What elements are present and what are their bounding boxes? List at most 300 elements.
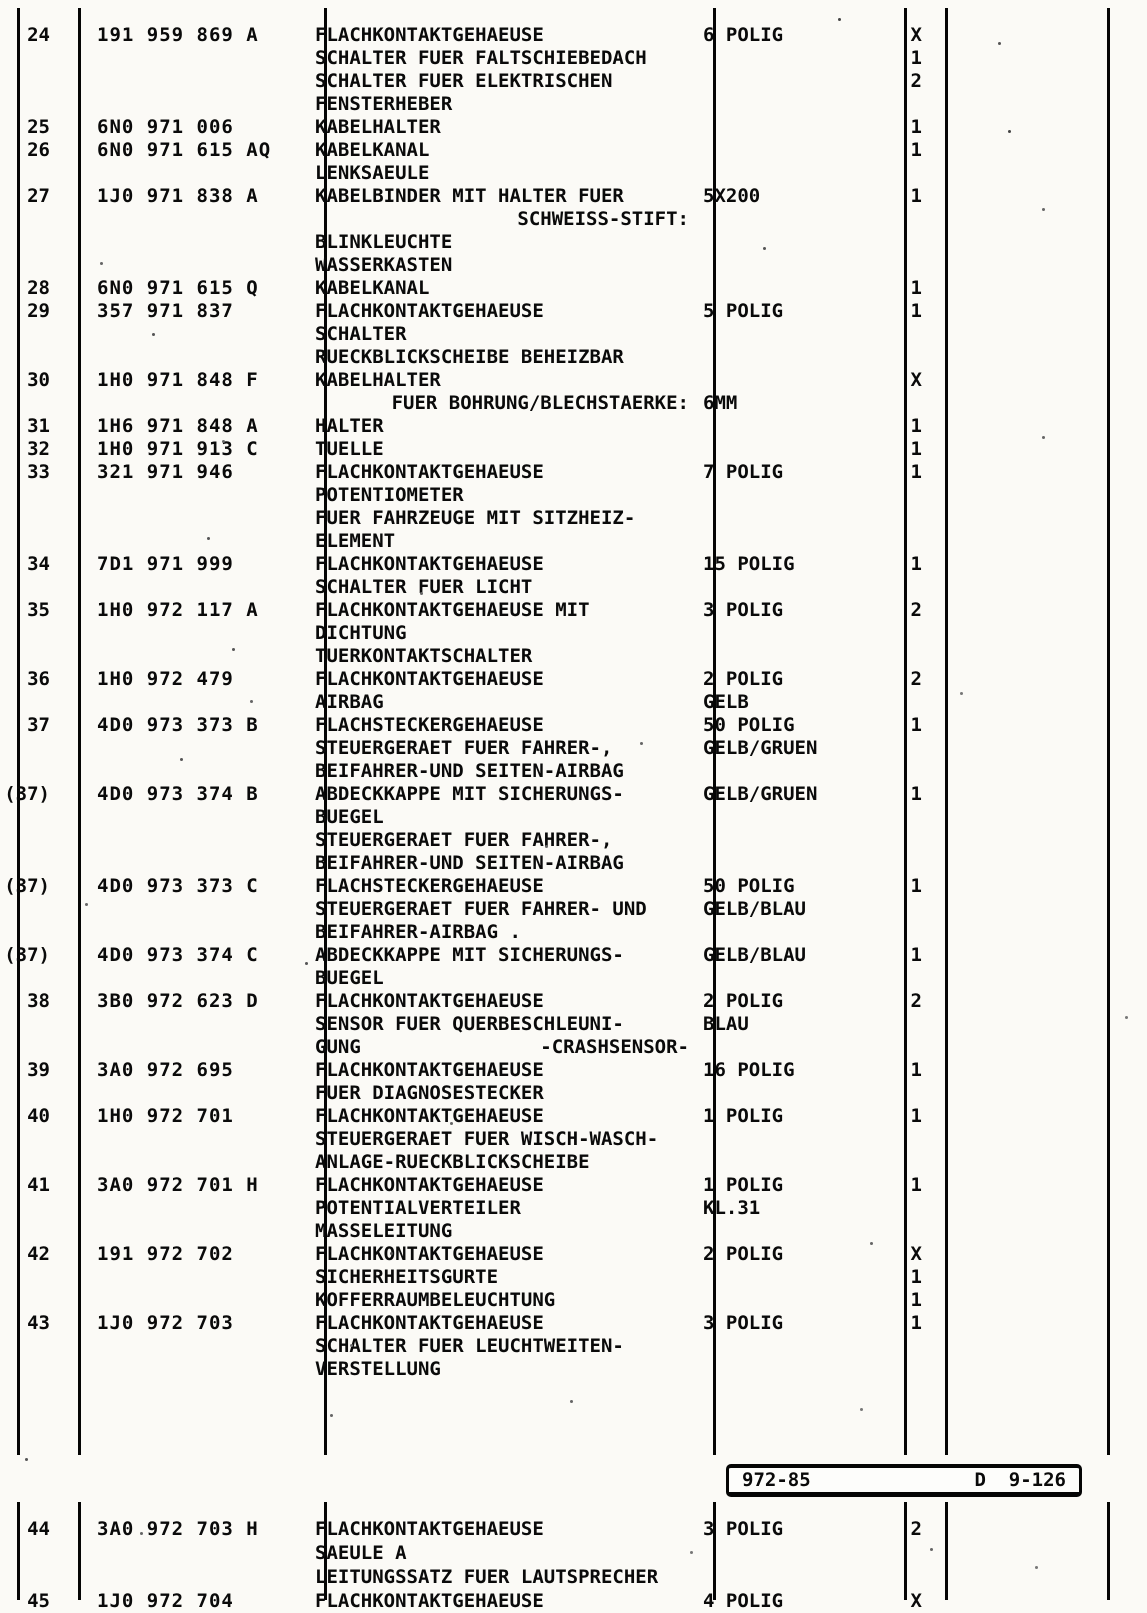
table-row (0, 530, 1147, 553)
table-row (0, 277, 1147, 300)
remark-cell (928, 208, 1147, 231)
quantity-value: X (910, 369, 922, 391)
spec-value (696, 507, 887, 530)
part-number: 4D0 973 373 C (97, 875, 259, 897)
description: FUER BOHRUNG/BLECHSTAERKE: (391, 392, 689, 414)
remark-cell (928, 783, 1147, 806)
table-row (0, 1541, 1147, 1565)
description-cell (307, 691, 696, 714)
quantity-value: X (910, 1243, 922, 1265)
description-cell (307, 185, 696, 208)
table-row (0, 162, 1147, 185)
table-row (0, 990, 1147, 1013)
pos-number (0, 760, 61, 783)
part-number: 4D0 973 374 C (97, 944, 259, 966)
part-number: 1H0 971 913 C (97, 438, 259, 460)
part-number: 1H0 972 479 (97, 668, 234, 690)
quantity-value: 1 (910, 185, 922, 207)
description-cell (307, 875, 696, 898)
description: HALTER (315, 415, 384, 437)
description-cell (307, 461, 696, 484)
quantity-value: 2 (910, 70, 922, 92)
quantity-value: 2 (910, 668, 922, 690)
remark-cell (928, 277, 1147, 300)
description: FLACHKONTAKTGEHAEUSE (315, 990, 544, 1012)
remark-cell (928, 24, 1147, 47)
quantity-value (887, 208, 928, 231)
table-row (0, 1174, 1147, 1197)
table-row (0, 415, 1147, 438)
remark-cell (928, 645, 1147, 668)
parts-table-lower (0, 1502, 1147, 1612)
remark-cell (928, 1589, 1147, 1613)
description-cell (307, 1289, 696, 1312)
quantity-value (887, 576, 928, 599)
description-cell (307, 829, 696, 852)
table-row (0, 231, 1147, 254)
table-row (0, 484, 1147, 507)
description: DICHTUNG (315, 622, 407, 644)
part-number (61, 1541, 307, 1565)
remark-cell (928, 1266, 1147, 1289)
part-number (61, 622, 307, 645)
description-cell (307, 254, 696, 277)
pos-number (0, 346, 61, 369)
spec-value: KL.31 (703, 1197, 761, 1219)
pos-number: 36 (27, 668, 50, 690)
remark-cell (928, 1541, 1147, 1565)
remark-cell (928, 967, 1147, 990)
spec-value (696, 1289, 887, 1312)
description-cell (307, 1197, 696, 1220)
spec-value: GELB/GRUEN (703, 737, 818, 759)
description: BEIFAHRER-UND SEITEN-AIRBAG (315, 760, 624, 782)
part-number (61, 967, 307, 990)
quantity-value (887, 737, 928, 760)
part-number (61, 760, 307, 783)
spec-value (696, 967, 887, 990)
pos-number: 40 (27, 1105, 50, 1127)
part-number: 191 959 869 A (97, 24, 259, 46)
remark-cell (928, 116, 1147, 139)
description: KABELHALTER (315, 369, 441, 391)
description: KOFFERRAUMBELEUCHTUNG (315, 1289, 556, 1311)
spec-value (696, 576, 887, 599)
quantity-value (887, 484, 928, 507)
part-number (61, 1289, 307, 1312)
pos-number (0, 392, 61, 415)
table-row (0, 1197, 1147, 1220)
pos-number: 26 (27, 139, 50, 161)
description-cell (307, 1312, 696, 1335)
spec-value (696, 1335, 887, 1358)
remark-cell (928, 576, 1147, 599)
table-row (0, 1220, 1147, 1243)
remark-cell (928, 139, 1147, 162)
part-number (61, 737, 307, 760)
spec-value: 2 POLIG (703, 668, 784, 690)
remark-cell (928, 553, 1147, 576)
part-number: 357 971 837 (97, 300, 234, 322)
description: FLACHSTECKERGEHAEUSE (315, 714, 544, 736)
spec-value (696, 1128, 887, 1151)
description: AIRBAG (315, 691, 384, 713)
remark-cell (928, 599, 1147, 622)
part-number: 6N0 971 615 Q (97, 277, 259, 299)
description-cell (307, 1358, 696, 1381)
pos-number (0, 806, 61, 829)
spec-value (696, 622, 887, 645)
description: RUECKBLICKSCHEIBE BEHEIZBAR (315, 346, 624, 368)
remark-cell (928, 1197, 1147, 1220)
description: SCHWEISS-STIFT: (517, 208, 689, 230)
remark-cell (928, 944, 1147, 967)
description: BEIFAHRER-UND SEITEN-AIRBAG (315, 852, 624, 874)
pos-number: 42 (27, 1243, 50, 1265)
remark-cell (928, 300, 1147, 323)
description: SCHALTER FUER LEUCHTWEITEN- (315, 1335, 624, 1357)
remark-cell (928, 990, 1147, 1013)
quantity-value: 1 (910, 1266, 922, 1288)
description: BEIFAHRER-AIRBAG . (315, 921, 521, 943)
spec-value (696, 484, 887, 507)
table-row (0, 760, 1147, 783)
description-cell (307, 300, 696, 323)
quantity-value (887, 1220, 928, 1243)
pos-number (0, 530, 61, 553)
description: GUNG (315, 1036, 361, 1058)
pos-number (0, 1266, 61, 1289)
description: FLACHKONTAKTGEHAEUSE (315, 1059, 544, 1081)
description: WASSERKASTEN (315, 254, 453, 276)
remark-cell (928, 1335, 1147, 1358)
pos-number: 41 (27, 1174, 50, 1196)
description-cell (307, 438, 696, 461)
description-cell (307, 1589, 696, 1613)
table-row (0, 1565, 1147, 1589)
spec-value: 3 POLIG (703, 599, 784, 621)
quantity-value: X (910, 24, 922, 46)
description: TUERKONTAKTSCHALTER (315, 645, 533, 667)
quantity-value: 1 (910, 1312, 922, 1334)
pos-number (0, 1036, 61, 1059)
description: BUEGEL (315, 967, 384, 989)
part-number: 3A0 972 703 H (97, 1518, 259, 1540)
spec-value (696, 829, 887, 852)
table-row (0, 737, 1147, 760)
part-number: 1J0 971 838 A (97, 185, 259, 207)
description: LEITUNGSSATZ FUER LAUTSPRECHER (315, 1566, 659, 1588)
quantity-value: 1 (910, 461, 922, 483)
quantity-value: 1 (910, 277, 922, 299)
description: FLACHKONTAKTGEHAEUSE (315, 553, 544, 575)
spec-value (696, 323, 887, 346)
remark-cell (928, 70, 1147, 93)
table-row (0, 1312, 1147, 1335)
pos-number (0, 1335, 61, 1358)
part-number (61, 231, 307, 254)
pos-number: 38 (27, 990, 50, 1012)
remark-cell (928, 1013, 1147, 1036)
table-row (0, 622, 1147, 645)
quantity-value: 2 (910, 1518, 922, 1540)
quantity-value: 1 (910, 139, 922, 161)
description-cell (307, 369, 696, 392)
description-cell (307, 622, 696, 645)
table-row (0, 369, 1147, 392)
part-number (61, 898, 307, 921)
spec-value: 1 POLIG (703, 1174, 784, 1196)
part-number (61, 162, 307, 185)
description-cell (307, 1517, 696, 1541)
description-cell (307, 599, 696, 622)
spec-value: 4 POLIG (703, 1590, 784, 1612)
part-number (61, 1151, 307, 1174)
spec-value (696, 47, 887, 70)
quantity-value (887, 852, 928, 875)
description-cell (307, 1174, 696, 1197)
quantity-value (887, 1358, 928, 1381)
description-cell (307, 737, 696, 760)
part-number (61, 507, 307, 530)
description: FLACHKONTAKTGEHAEUSE (315, 1312, 544, 1334)
table-row (0, 645, 1147, 668)
quantity-value (887, 1128, 928, 1151)
part-number: 3A0 972 695 (97, 1059, 234, 1081)
description: FLACHKONTAKTGEHAEUSE (315, 1518, 544, 1540)
spec-value (696, 806, 887, 829)
description: KABELBINDER MIT HALTER FUER (315, 185, 624, 207)
description-cell (307, 1105, 696, 1128)
quantity-value (887, 1036, 928, 1059)
pos-number (0, 93, 61, 116)
quantity-value: 1 (910, 438, 922, 460)
remark-cell (928, 1036, 1147, 1059)
part-number (61, 1082, 307, 1105)
description-cell (307, 1013, 696, 1036)
spec-value (696, 277, 887, 300)
table-row (0, 116, 1147, 139)
page-code-left: 972-85 (742, 1469, 811, 1491)
description-cell (307, 93, 696, 116)
spec-value: GELB/GRUEN (703, 783, 818, 805)
quantity-value (887, 806, 928, 829)
quantity-value (887, 507, 928, 530)
part-number (61, 1358, 307, 1381)
pos-number (0, 1289, 61, 1312)
pos-number (0, 645, 61, 668)
pos-number: 27 (27, 185, 50, 207)
pos-number (0, 208, 61, 231)
part-number (61, 691, 307, 714)
pos-number (0, 1541, 61, 1565)
quantity-value: 1 (910, 553, 922, 575)
table-row (0, 1128, 1147, 1151)
spec-value: GELB/BLAU (703, 898, 806, 920)
spec-value: 16 POLIG (703, 1059, 795, 1081)
spec-value: 3 POLIG (703, 1312, 784, 1334)
pos-number: 45 (27, 1590, 50, 1612)
spec-value: 1 POLIG (703, 1105, 784, 1127)
spec-value (696, 139, 887, 162)
remark-cell (928, 1312, 1147, 1335)
quantity-value (887, 967, 928, 990)
description: ABDECKKAPPE MIT SICHERUNGS- (315, 783, 624, 805)
description-cell (307, 1243, 696, 1266)
remark-cell (928, 369, 1147, 392)
table-rows (0, 1517, 1147, 1613)
description-cell (307, 323, 696, 346)
description: FLACHKONTAKTGEHAEUSE (315, 1243, 544, 1265)
spec-value (696, 369, 887, 392)
page-code-right: D 9-126 (974, 1469, 1066, 1491)
pos-number (0, 898, 61, 921)
quantity-value: 1 (910, 875, 922, 897)
remark-cell (928, 415, 1147, 438)
pos-number: 25 (27, 116, 50, 138)
table-row (0, 875, 1147, 898)
pos-number: 29 (27, 300, 50, 322)
description-cell (307, 806, 696, 829)
table-row (0, 323, 1147, 346)
remark-cell (928, 1151, 1147, 1174)
table-row (0, 921, 1147, 944)
part-number (61, 323, 307, 346)
description: MASSELEITUNG (315, 1220, 453, 1242)
spec-value: 50 POLIG (703, 875, 795, 897)
quantity-value (887, 1197, 928, 1220)
quantity-value: 1 (910, 1059, 922, 1081)
part-number (61, 484, 307, 507)
pos-number (0, 231, 61, 254)
table-row (0, 668, 1147, 691)
table-row (0, 1266, 1147, 1289)
spec-value: 6 POLIG (703, 24, 784, 46)
description-cell (307, 783, 696, 806)
quantity-value: 1 (910, 47, 922, 69)
pos-number: 35 (27, 599, 50, 621)
description-cell (307, 1335, 696, 1358)
quantity-value (887, 254, 928, 277)
quantity-value (887, 1565, 928, 1589)
table-row (0, 576, 1147, 599)
spec-value: 15 POLIG (703, 553, 795, 575)
spec-value: 5X200 (703, 185, 761, 207)
quantity-value: 1 (910, 944, 922, 966)
part-number: 191 972 702 (97, 1243, 234, 1265)
table-row (0, 599, 1147, 622)
table-row (0, 346, 1147, 369)
description: FLACHKONTAKTGEHAEUSE (315, 461, 544, 483)
description-cell (307, 530, 696, 553)
table-row (0, 1082, 1147, 1105)
table-row (0, 507, 1147, 530)
remark-cell (928, 760, 1147, 783)
remark-cell (928, 852, 1147, 875)
table-row (0, 553, 1147, 576)
part-number (61, 921, 307, 944)
spec-value (696, 1565, 887, 1589)
part-number: 1H0 972 701 (97, 1105, 234, 1127)
remark-cell (928, 1082, 1147, 1105)
part-number (61, 1197, 307, 1220)
remark-cell (928, 737, 1147, 760)
remark-cell (928, 162, 1147, 185)
part-number: 7D1 971 999 (97, 553, 234, 575)
table-row (0, 392, 1147, 415)
remark-cell (928, 1243, 1147, 1266)
remark-cell (928, 806, 1147, 829)
spec-value: 7 POLIG (703, 461, 784, 483)
table-row (0, 139, 1147, 162)
pos-number: 39 (27, 1059, 50, 1081)
description-cell (307, 1541, 696, 1565)
quantity-value (887, 1082, 928, 1105)
part-number (61, 576, 307, 599)
remark-cell (928, 1174, 1147, 1197)
pos-number: (37) (4, 944, 50, 966)
quantity-value: 1 (910, 300, 922, 322)
table-row (0, 1105, 1147, 1128)
pos-number: 32 (27, 438, 50, 460)
remark-cell (928, 438, 1147, 461)
spec-value (696, 1151, 887, 1174)
description-cell (307, 162, 696, 185)
description-cell (307, 1036, 696, 1059)
description: FLACHKONTAKTGEHAEUSE (315, 668, 544, 690)
remark-cell (928, 668, 1147, 691)
description-cell (307, 484, 696, 507)
description-cell (307, 415, 696, 438)
part-number: 321 971 946 (97, 461, 234, 483)
description-cell (307, 645, 696, 668)
description-cell (307, 1220, 696, 1243)
part-number (61, 1036, 307, 1059)
spec-value (696, 530, 887, 553)
quantity-value (887, 645, 928, 668)
spec-value: 2 POLIG (703, 990, 784, 1012)
description-cell (307, 990, 696, 1013)
quantity-value (887, 392, 928, 415)
description: FLACHKONTAKTGEHAEUSE (315, 1590, 544, 1612)
pos-number (0, 852, 61, 875)
spec-value (696, 1541, 887, 1565)
description-cell (307, 1059, 696, 1082)
pos-number: 44 (27, 1518, 50, 1540)
quantity-value: 2 (910, 990, 922, 1012)
description-cell (307, 208, 696, 231)
parts-table-upper (0, 8, 1147, 1455)
pos-number (0, 254, 61, 277)
part-number: 1H0 972 117 A (97, 599, 259, 621)
table-row (0, 829, 1147, 852)
spec-value (696, 1266, 887, 1289)
description: STEUERGERAET FUER FAHRER-, (315, 737, 613, 759)
pos-number (0, 1565, 61, 1589)
description: SCHALTER FUER LICHT (315, 576, 533, 598)
part-number: 1J0 972 703 (97, 1312, 234, 1334)
pos-number (0, 1197, 61, 1220)
description: SCHALTER FUER FALTSCHIEBEDACH (315, 47, 647, 69)
table-row (0, 254, 1147, 277)
part-number (61, 1565, 307, 1589)
part-number (61, 1335, 307, 1358)
quantity-value: 2 (910, 599, 922, 621)
description: VERSTELLUNG (315, 1358, 441, 1380)
description: SCHALTER (315, 323, 407, 345)
description-cell (307, 1266, 696, 1289)
table-row (0, 24, 1147, 47)
